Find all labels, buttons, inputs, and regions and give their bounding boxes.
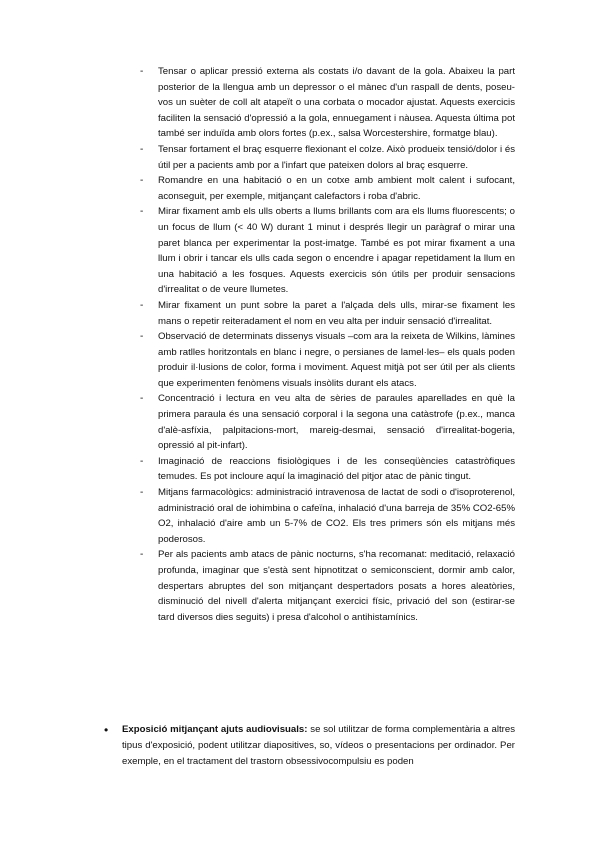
dash-marker: - <box>140 487 144 499</box>
list-item-text: Mirar fixament amb els ulls oberts a llums brillants com ara els llums fluorescents; o un focus de llum (< 40 W) durant 1 minut i després llegir un paràgraf o mirar una paret blanca per experimentar la post-imatge. També es pot mirar fixament a una llum i obrir i tancar els ulls cada segon o encendre i apagar repetidament la llum en una habitació a les fosques. Aquests exercicis són útils per produir sensacions d'irrealitat o de veure llumetes. <box>158 206 515 296</box>
list-item-text: Mitjans farmacològics: administració intravenosa de lactat de sodi o d'isoproterenol, administració oral de iohimbina o cafeïna, inhalació d'una barreja de 35% CO2-65% O2, inhalació d'aire amb un 5-7% de CO2. Els tres primers són els mitjans més poderosos. <box>158 487 515 545</box>
list-item-text: Romandre en una habitació o en un cotxe amb ambient molt calent i sufocant, aconseguit, per exemple, mitjançant calefactors i roba d'abric. <box>158 175 515 202</box>
dash-list <box>0 64 599 625</box>
list-item <box>0 173 599 204</box>
list-item <box>0 454 599 485</box>
dash-marker: - <box>140 299 144 311</box>
list-item <box>0 391 599 453</box>
dash-marker: - <box>140 331 144 343</box>
bullet-lead: Exposició mitjançant ajuts audiovisuals: <box>122 724 308 735</box>
list-item <box>0 298 599 329</box>
dash-marker: - <box>140 206 144 218</box>
list-item <box>0 64 599 142</box>
dash-marker: - <box>140 393 144 405</box>
list-item-text: Concentració i lectura en veu alta de sèries de paraules aparellades en què la primera paraula és una sensació corporal i la segona una catàstrofe (p.ex., manca d'alè-asfíxia, palpitacions-mort, mareig-desmai, sensació d'irrealitat-bogeria, opressió al pit-infart). <box>158 393 515 452</box>
list-item-text: Tensar o aplicar pressió externa als costats i/o davant de la gola. Abaixeu la part posterior de la llengua amb un depressor o el mànec d'un raspall de dents, poseu-vos un suèter de coll alt atapeït o una corbata o mocador ajustat. Aquests exercicis faciliten la sensació d'opressió a la gola, ennuegament i nàusea. Aquesta última pot també ser induïda amb olors fortes (p.ex., salsa Worcestershire, formatge blau). <box>158 66 515 140</box>
list-item <box>0 485 599 547</box>
dash-marker: - <box>140 175 144 187</box>
list-item-text: Mirar fixament un punt sobre la paret a l'alçada dels ulls, mirar-se fixament les mans o repetir reiteradament el nom en veu alta per induir sensació d'irrealitat. <box>158 299 515 327</box>
bullet-marker: • <box>104 723 109 737</box>
dash-marker: - <box>140 143 144 155</box>
bullet-item-audiovisual <box>0 722 599 770</box>
list-item-text: Per als pacients amb atacs de pànic nocturns, s'ha recomanat: meditació, relaxació profunda, imaginar que s'està sent hipnotitzat o semiconscient, dormir amb calor, despertars abruptes del son mitjançant despertadors posats a hores aleatòries, disminució del nivell d'alerta mitjançant exercici físic, privació del son (estirar-se tard diversos dies seguits) i presa d'alcohol o antihistamínics. <box>158 549 515 623</box>
bullet-body: se sol utilitzar de forma complementària a altres tipus d'exposició, podent utilitzar diapositives, so, vídeos o presentacions per ordinador. Per exemple, en el tractament del trastorn obsessivocompulsiu es poden <box>122 724 515 767</box>
list-item <box>0 204 599 298</box>
list-item <box>0 329 599 391</box>
list-item-text: Imaginació de reaccions fisiològiques i de les conseqüències catastròfiques temudes. Es pot incloure aquí la imaginació del pitjor atac de pànic tingut. <box>158 455 515 483</box>
list-item-text: Tensar fortament el braç esquerre flexionant el colze. Això produeix tensió/dolor i és útil per a pacients amb por a l'infart que pateixen dolors al braç esquerre. <box>158 143 515 171</box>
bullet-item-text <box>122 722 515 770</box>
dash-marker: - <box>140 66 144 77</box>
dash-marker: - <box>140 455 144 467</box>
list-item <box>0 142 599 173</box>
dash-marker: - <box>140 549 144 561</box>
list-item <box>0 547 599 625</box>
list-item-text: Observació de determinats dissenys visuals –com ara la reixeta de Wilkins, làmines amb ratlles horitzontals en blanc i negre, o persianes de lamel·les– els quals poden produir il·lusions de color, forma i moviment. Aquest mitjà pot ser útil per als clients que experimenten fenòmens visuals insòlits durant els atacs. <box>158 331 515 389</box>
